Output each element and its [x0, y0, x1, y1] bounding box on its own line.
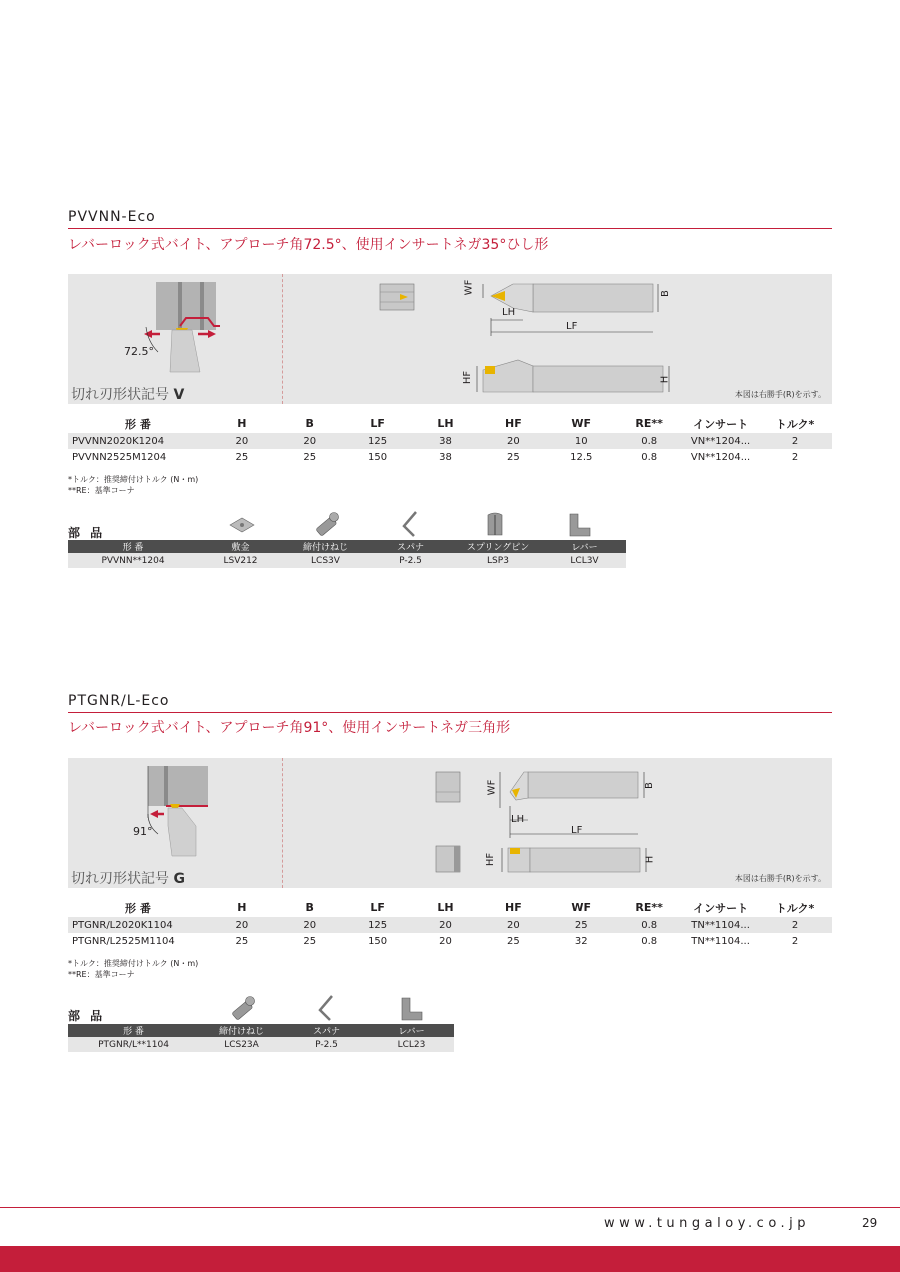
table-cell: 125	[344, 917, 412, 933]
col-header: トルク*	[775, 417, 815, 431]
parts-col-header: スパナ	[284, 1024, 369, 1037]
parts-cell: LSV212	[198, 553, 283, 568]
parts-table	[68, 540, 626, 568]
col-header: H	[237, 901, 247, 914]
table-row	[68, 449, 832, 465]
col-header: インサート	[693, 417, 749, 431]
footnote-torque: *トルク：推奨締付けトルク (N・m)	[68, 475, 199, 484]
section1-title: PVVNN-Eco	[68, 209, 156, 225]
parts-col-header: スパナ	[368, 540, 453, 553]
col-header: WF	[571, 417, 592, 430]
table-cell: 20	[276, 433, 344, 449]
figure-note: 本図は右勝手(R)を示す。	[734, 390, 826, 399]
col-header: LF	[370, 417, 385, 430]
tool-end-view	[378, 282, 418, 312]
col-header: B	[305, 901, 314, 914]
parts-cell: P-2.5	[284, 1037, 369, 1052]
spring-pin-icon	[484, 511, 506, 537]
table-cell: 10	[547, 433, 615, 449]
footnotes	[68, 474, 198, 496]
parts-title: 部 品	[68, 1009, 106, 1023]
col-header: HF	[505, 417, 522, 430]
dim-wf: WF	[486, 779, 498, 796]
approach-angle-label: 91°	[133, 825, 153, 838]
lever-icon	[566, 510, 594, 538]
tool-end-view	[434, 770, 464, 804]
col-header: H	[237, 417, 247, 430]
parts-cell: LCS23A	[199, 1037, 284, 1052]
table-header-row	[68, 898, 832, 917]
footnote-torque: *トルク：推奨締付けトルク (N・m)	[68, 959, 199, 968]
dim-lf: LF	[571, 825, 583, 836]
table-cell: 25	[235, 451, 249, 463]
figure-divider	[282, 758, 283, 888]
dim-hf: HF	[485, 852, 497, 867]
shape-code-label	[71, 868, 185, 888]
parts-cell: LCS3V	[283, 553, 368, 568]
table-cell: 25	[507, 935, 520, 947]
wrench-icon	[398, 510, 422, 538]
table-cell: TN**1104...	[691, 935, 750, 947]
section1-divider	[68, 228, 832, 229]
table-cell: 20	[479, 917, 547, 933]
table-cell: VN**1204...	[690, 451, 751, 463]
spec-table	[68, 414, 832, 465]
table-cell: 20	[412, 917, 480, 933]
table-row	[68, 917, 832, 933]
dim-h: H	[659, 375, 671, 384]
dim-lh: LH	[511, 814, 525, 825]
footer-divider	[0, 1207, 900, 1208]
col-header: RE**	[635, 417, 663, 430]
col-header: LF	[370, 901, 385, 914]
parts-title: 部 品	[68, 526, 106, 540]
dim-hf: HF	[462, 370, 474, 385]
table-cell: 32	[574, 935, 588, 947]
parts-header-row	[68, 1024, 454, 1037]
table-cell: PTGNR/L2020K1104	[68, 917, 208, 933]
table-cell: 2	[791, 451, 799, 463]
table-cell: TN**1104...	[683, 917, 758, 933]
col-header: LH	[437, 901, 454, 914]
table-cell: PTGNR/L2525M1104	[72, 935, 175, 947]
shape-code-value: V	[173, 387, 185, 403]
col-header: HF	[505, 901, 522, 914]
table-cell: 0.8	[615, 433, 683, 449]
col-header: B	[305, 417, 314, 430]
footer-url[interactable]: www.tungaloy.co.jp	[604, 1216, 811, 1231]
table-cell: PVVNN2020K1204	[68, 433, 208, 449]
table-cell: 0.8	[641, 935, 658, 947]
section2-divider	[68, 712, 832, 713]
approach-angle-diagram	[118, 766, 278, 861]
parts-row	[68, 553, 626, 568]
table-cell: 20	[439, 935, 452, 947]
approach-angle-diagram	[108, 282, 278, 382]
table-cell: 0.8	[615, 917, 683, 933]
dim-lh: LH	[502, 307, 516, 318]
shape-code-text: 切れ刃形状記号	[71, 387, 169, 403]
col-header: トルク*	[775, 901, 815, 915]
parts-cell: LSP3	[453, 553, 543, 568]
parts-cell: PVVNN**1204	[68, 553, 198, 568]
table-cell: 38	[412, 433, 480, 449]
tool-side-view	[498, 846, 698, 876]
table-cell: 25	[235, 935, 249, 947]
table-cell: 38	[439, 451, 452, 463]
col-header: LH	[437, 417, 454, 430]
dim-h: H	[644, 855, 656, 864]
table-cell: 20	[479, 433, 547, 449]
parts-col-header: スプリングピン	[453, 540, 543, 553]
section2-title: PTGNR/L-Eco	[68, 693, 170, 709]
table-cell: 25	[303, 451, 317, 463]
parts-col-header: レバー	[369, 1024, 454, 1037]
table-cell: 25	[303, 935, 317, 947]
dim-b: B	[659, 290, 671, 297]
table-cell: 20	[276, 917, 344, 933]
table-cell: VN**1204...	[683, 433, 758, 449]
shape-code-value: G	[173, 871, 185, 887]
table-cell: 150	[368, 935, 388, 947]
col-header: インサート	[693, 901, 749, 915]
table-cell: 20	[208, 917, 276, 933]
shape-code-text: 切れ刃形状記号	[71, 871, 169, 887]
parts-col-header: 形 番	[68, 540, 198, 553]
parts-table	[68, 1024, 454, 1052]
parts-col-header: 敷金	[198, 540, 283, 553]
table-cell: 150	[368, 451, 388, 463]
footnotes	[68, 958, 198, 980]
tool-top-view	[488, 768, 688, 838]
parts-col-header: レバー	[543, 540, 626, 553]
table-cell: 125	[344, 433, 412, 449]
table-cell: 2	[758, 433, 832, 449]
col-header: 形 番	[125, 417, 151, 431]
table-cell: 25	[507, 451, 520, 463]
section1-subtitle: レバーロック式バイト、アプローチ角72.5°、使用インサートネガ35°ひし形	[68, 237, 549, 253]
table-cell: PVVNN2525M1204	[72, 451, 167, 463]
col-header: 形 番	[125, 901, 151, 915]
col-header: RE**	[635, 901, 663, 914]
lever-icon	[398, 994, 426, 1022]
dim-lf: LF	[566, 321, 578, 332]
clamp-screw-icon	[312, 510, 342, 538]
table-cell: 20	[208, 433, 276, 449]
table-cell: 2	[758, 917, 832, 933]
tool-end-view-2	[434, 844, 464, 874]
parts-col-header: 形 番	[68, 1024, 199, 1037]
footnote-re: **RE：基準コーナ	[68, 486, 135, 495]
table-cell: 25	[547, 917, 615, 933]
page-number: 29	[862, 1216, 878, 1230]
table-header-row	[68, 414, 832, 433]
wrench-icon	[314, 994, 338, 1022]
shape-code-label	[71, 384, 184, 404]
parts-row	[68, 1037, 454, 1052]
spec-table	[68, 898, 832, 949]
parts-col-header: 締付けねじ	[199, 1024, 284, 1037]
col-header: WF	[571, 901, 592, 914]
shim-icon	[228, 516, 256, 534]
parts-header-row	[68, 540, 626, 553]
parts-cell: LCL23	[369, 1037, 454, 1052]
footnote-re: **RE：基準コーナ	[68, 970, 135, 979]
parts-cell: PTGNR/L**1104	[68, 1037, 199, 1052]
figure-divider	[282, 274, 283, 404]
dim-b: B	[643, 782, 655, 789]
tool-top-view	[463, 278, 693, 340]
figure-note: 本図は右勝手(R)を示す。	[734, 874, 826, 883]
table-row	[68, 433, 832, 449]
table-cell: 2	[791, 935, 799, 947]
dim-wf: WF	[463, 279, 475, 296]
section2-figure	[68, 758, 832, 888]
table-row	[68, 933, 832, 949]
table-cell: 0.8	[641, 451, 658, 463]
parts-col-header: 締付けねじ	[283, 540, 368, 553]
footer-bar	[0, 1246, 900, 1272]
clamp-screw-icon	[228, 994, 258, 1022]
table-cell: 12.5	[570, 451, 593, 463]
approach-angle-label: 72.5°	[124, 345, 154, 358]
parts-cell: P-2.5	[368, 553, 453, 568]
section1-figure	[68, 274, 832, 404]
parts-cell: LCL3V	[543, 553, 626, 568]
section2-subtitle: レバーロック式バイト、アプローチ角91°、使用インサートネガ三角形	[68, 720, 511, 736]
